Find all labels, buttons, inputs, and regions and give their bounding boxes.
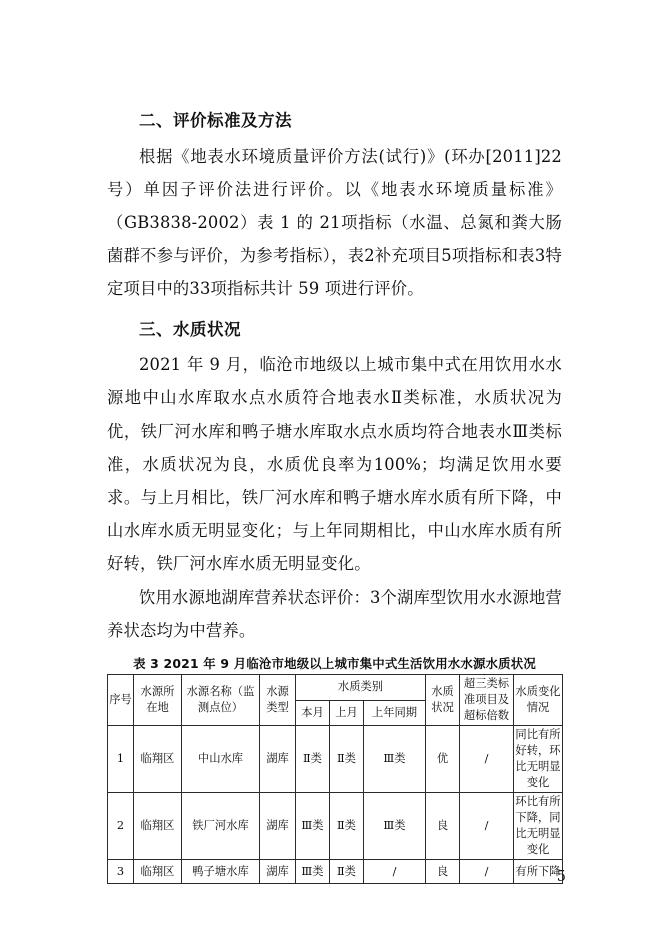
- cell-last-year: Ⅲ类: [364, 726, 426, 793]
- cell-source-name: 中山水库: [182, 726, 260, 793]
- cell-over-standard: /: [460, 793, 514, 860]
- table-header-last-month: 上月: [330, 700, 364, 726]
- table-row: [108, 860, 563, 884]
- cell-this-month: Ⅲ类: [296, 860, 330, 884]
- cell-status: 良: [426, 793, 460, 860]
- cell-location: 临翔区: [134, 793, 182, 860]
- cell-change: 同比有所好转，环比无明显变化: [514, 726, 563, 793]
- cell-last-month: Ⅱ类: [330, 793, 364, 860]
- cell-status: 良: [426, 860, 460, 884]
- paragraph-nutrient-status: 饮用水源地湖库营养状态评价：3个湖库型饮用水水源地营养状态均为中营养。: [107, 587, 562, 640]
- table-header-over-standard: 超三类标准项目及超标倍数: [460, 674, 514, 725]
- cell-last-year: Ⅲ类: [364, 793, 426, 860]
- cell-seq: 3: [108, 860, 134, 884]
- table-caption: 表 3 2021 年 9 月临沧市地级以上城市集中式生活饮用水水源水质状况: [133, 655, 536, 671]
- paragraph-water-quality-status: 2021 年 9 月，临沧市地级以上城市集中式在用饮用水水源地中山水库取水点水质符合地表水Ⅱ类标准，水质状况为优，铁厂河水库和鸭子塘水库取水点水质均符合地表水Ⅲ类标准，水质状况为良，水质优良率为100%；均满足饮用水要求。与上月相比，铁厂河水库和鸭子塘水库水质有所下降，中山水库水质无明显变化；与上年同期相比，中山水库水质有所好转，铁厂河水库水质无明显变化。: [107, 355, 562, 574]
- cell-this-month: Ⅱ类: [296, 726, 330, 793]
- cell-change: 环比有所下降，同比无明显变化: [514, 793, 563, 860]
- cell-last-month: Ⅱ类: [330, 726, 364, 793]
- cell-source-name: 铁厂河水库: [182, 793, 260, 860]
- paragraph-evaluation-standard: 根据《地表水环境质量评价方法(试行)》(环办[2011]22号）单因子评价法进行评价。以《地表水环境质量标准》（GB3838-2002）表 1 的 21项指标（水温、总氮和粪大肠菌群不参与评价，为参考指标），表2补充项目5项指标和表3特定项目中的33项指标共计 59 项进行评价。: [107, 146, 562, 299]
- table-header-status: 水质状况: [426, 674, 460, 725]
- cell-over-standard: /: [460, 726, 514, 793]
- table-header-category-group: 水质类别: [296, 674, 426, 700]
- table-header-source-type: 水源类型: [260, 674, 296, 725]
- page-number: 5: [556, 869, 566, 885]
- cell-seq: 2: [108, 793, 134, 860]
- section-heading-evaluation-standard: 二、评价标准及方法: [139, 111, 292, 130]
- cell-source-type: 湖库: [260, 726, 296, 793]
- cell-location: 临翔区: [134, 726, 182, 793]
- table-row: [108, 793, 563, 860]
- water-quality-table: [107, 674, 563, 884]
- cell-change: 有所下降: [514, 860, 563, 884]
- table-header-this-month: 本月: [296, 700, 330, 726]
- page-content: [107, 108, 562, 884]
- table-header-last-year: 上年同期: [364, 700, 426, 726]
- section-heading-water-quality-status: 三、水质状况: [139, 319, 241, 339]
- cell-this-month: Ⅲ类: [296, 793, 330, 860]
- table-header-location: 水源所在地: [134, 674, 182, 725]
- cell-source-name: 鸭子塘水库: [182, 860, 260, 884]
- cell-over-standard: /: [460, 860, 514, 884]
- table-row: [108, 726, 563, 793]
- cell-last-year: /: [364, 860, 426, 884]
- cell-last-month: Ⅱ类: [330, 860, 364, 884]
- table-header-source-name: 水源名称（监测点位）: [182, 674, 260, 725]
- cell-location: 临翔区: [134, 860, 182, 884]
- cell-status: 优: [426, 726, 460, 793]
- cell-source-type: 湖库: [260, 860, 296, 884]
- cell-seq: 1: [108, 726, 134, 793]
- table-header-change: 水质变化情况: [514, 674, 563, 725]
- cell-source-type: 湖库: [260, 793, 296, 860]
- table-header-seq: 序号: [108, 674, 134, 725]
